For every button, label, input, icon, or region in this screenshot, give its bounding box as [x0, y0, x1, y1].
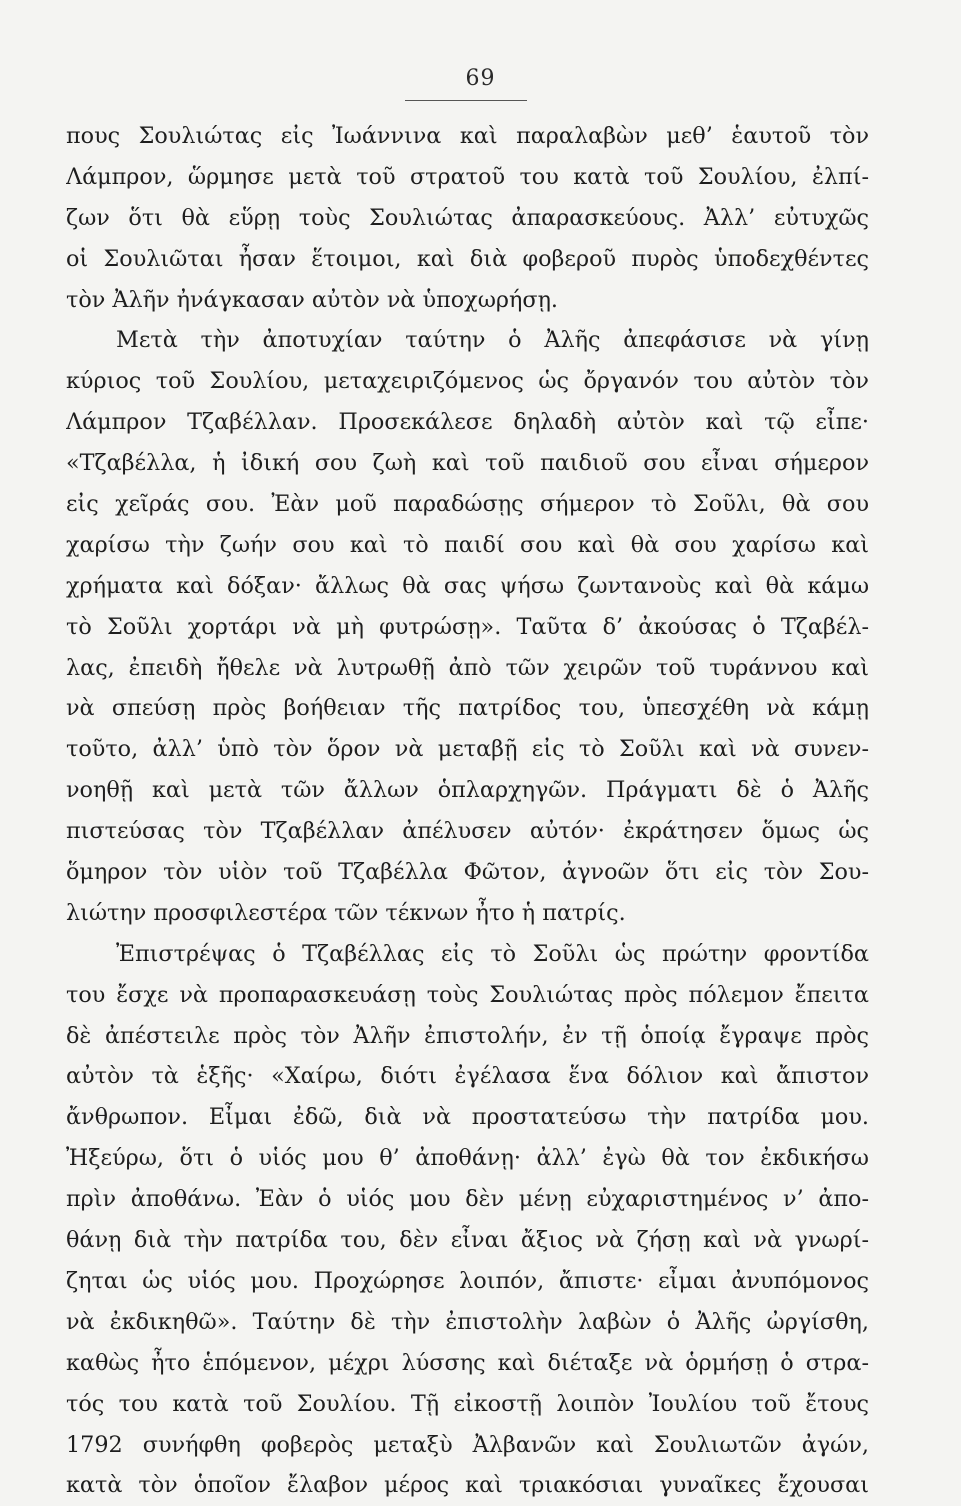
text-line: εἰς χεῖράς σου. Ἐὰν μοῦ παραδώσῃς σήμερον τὸ Σοῦλι, θὰ σου — [66, 491, 869, 518]
text-line: θάνῃ διὰ τὴν πατρίδα του, δὲν εἶναι ἄξιος νὰ ζήσῃ καὶ νὰ γνωρί- — [66, 1227, 869, 1254]
text-line: καθὼς ἦτο ἑπόμενον, μέχρι λύσσης καὶ διέταξε νὰ ὁρμήσῃ ὁ στρα- — [66, 1349, 869, 1376]
page-number: 69 — [465, 66, 496, 91]
text-line: τοῦτο, ἀλλ’ ὑπὸ τὸν ὅρον νὰ μεταβῇ εἰς τὸ Σοῦλι καὶ νὰ συνεν- — [66, 736, 869, 763]
text-line: κύριος τοῦ Σουλίου, μεταχειριζόμενος ὡς ὄργανόν του αὐτὸν τὸν — [66, 368, 869, 395]
text-line: «Τζαβέλλα, ἡ ἰδική σου ζωὴ καὶ τοῦ παιδιοῦ σου εἶναι σήμερον — [66, 450, 869, 477]
text-line: ἄνθρωπον. Εἶμαι ἐδῶ, διὰ νὰ προστατεύσω τὴν πατρίδα μου. — [66, 1104, 869, 1131]
text-line: ζων ὅτι θὰ εὕρῃ τοὺς Σουλιώτας ἀπαρασκεύους. Ἀλλ’ εὐτυχῶς — [66, 204, 869, 231]
text-line: Ἠξεύρω, ὅτι ὁ υἱός μου θ’ ἀποθάνῃ· ἀλλ’ ἐγὼ θὰ τον ἐκδικήσω — [66, 1145, 869, 1172]
text-line: νὰ σπεύσῃ πρὸς βοήθειαν τῆς πατρίδος του, ὑπεσχέθη νὰ κάμῃ — [66, 695, 869, 722]
text-line: Λάμπρον Τζαβέλλαν. Προσεκάλεσε δηλαδὴ αὐτὸν καὶ τῷ εἶπε· — [66, 409, 869, 436]
text-line: τὸ Σοῦλι χορτάρι νὰ μὴ φυτρώσῃ». Ταῦτα δ’ ἀκούσας ὁ Τζαβέλ- — [66, 613, 869, 640]
header-rule — [405, 100, 527, 101]
text-line: ὅμηρον τὸν υἱὸν τοῦ Τζαβέλλα Φῶτον, ἀγνοῶν ὅτι εἰς τὸν Σου- — [66, 859, 869, 886]
text-line: Μετὰ τὴν ἀποτυχίαν ταύτην ὁ Ἀλῆς ἀπεφάσισε νὰ γίνῃ — [116, 327, 869, 354]
text-line: ζηται ὡς υἱός μου. Προχώρησε λοιπόν, ἄπιστε· εἶμαι ἀνυπόμονος — [66, 1267, 869, 1294]
text-line: πους Σουλιώτας εἰς Ἰωάννινα καὶ παραλαβὼν μεθ’ ἑαυτοῦ τὸν — [66, 123, 869, 149]
text-line: 1792 συνήφθη φοβερὸς μεταξὺ Ἀλβανῶν καὶ Σουλιωτῶν ἀγών, — [66, 1431, 869, 1458]
text-line: τός του κατὰ τοῦ Σουλίου. Τῇ εἰκοστῇ λοιπὸν Ἰουλίου τοῦ ἔτους — [66, 1390, 869, 1417]
text-line: πρὶν ἀποθάνω. Ἐὰν ὁ υἱός μου δὲν μένῃ εὐχαριστημένος ν’ ἀπο- — [66, 1186, 869, 1213]
text-line: Ἐπιστρέψας ὁ Τζαβέλλας εἰς τὸ Σοῦλι ὡς πρώτην φροντίδα — [116, 940, 869, 967]
text-line: πιστεύσας τὸν Τζαβέλλαν ἀπέλυσεν αὐτόν· ἐκράτησεν ὅμως ὡς — [66, 818, 869, 845]
text-line: αὐτὸν τὰ ἑξῆς· «Χαίρω, διότι ἐγέλασα ἕνα δόλιον καὶ ἄπιστον — [66, 1063, 869, 1090]
text-line: τὸν Ἀλῆν ἠνάγκασαν αὐτὸν νὰ ὑποχωρήσῃ. — [66, 286, 559, 313]
text-line: νὰ ἐκδικηθῶ». Ταύτην δὲ τὴν ἐπιστολὴν λαβὼν ὁ Ἀλῆς ὠργίσθη, — [66, 1308, 869, 1335]
text-line: οἱ Σουλιῶται ἦσαν ἕτοιμοι, καὶ διὰ φοβεροῦ πυρὸς ὑποδεχθέντες — [66, 245, 869, 272]
text-line: χαρίσω τὴν ζωήν σου καὶ τὸ παιδί σου καὶ θὰ σου χαρίσω καὶ — [66, 531, 869, 558]
text-line: λας, ἐπειδὴ ἤθελε νὰ λυτρωθῇ ἀπὸ τῶν χειρῶν τοῦ τυράννου καὶ — [66, 654, 869, 681]
text-line: χρήματα καὶ δόξαν· ἄλλως θὰ σας ψήσω ζωντανοὺς καὶ θὰ κάμω — [66, 572, 869, 599]
text-line: Λάμπρον, ὥρμησε μετὰ τοῦ στρατοῦ του κατὰ τοῦ Σουλίου, ἐλπί- — [66, 163, 869, 190]
text-line: κατὰ τὸν ὁποῖον ἔλαβον μέρος καὶ τριακόσιαι γυναῖκες ἔχουσαι — [66, 1472, 869, 1499]
body-text — [66, 116, 869, 1506]
text-line: νοηθῇ καὶ μετὰ τῶν ἄλλων ὁπλαρχηγῶν. Πράγματι δὲ ὁ Ἀλῆς — [66, 777, 869, 804]
text-line: λιώτην προσφιλεστέρα τῶν τέκνων ἦτο ἡ πατρίς. — [66, 899, 626, 926]
text-line: δὲ ἀπέστειλε πρὸς τὸν Ἀλῆν ἐπιστολήν, ἐν τῇ ὁποίᾳ ἔγραψε πρὸς — [66, 1022, 869, 1049]
text-line: του ἔσχε νὰ προπαρασκευάσῃ τοὺς Σουλιώτας πρὸς πόλεμον ἔπειτα — [66, 981, 869, 1008]
